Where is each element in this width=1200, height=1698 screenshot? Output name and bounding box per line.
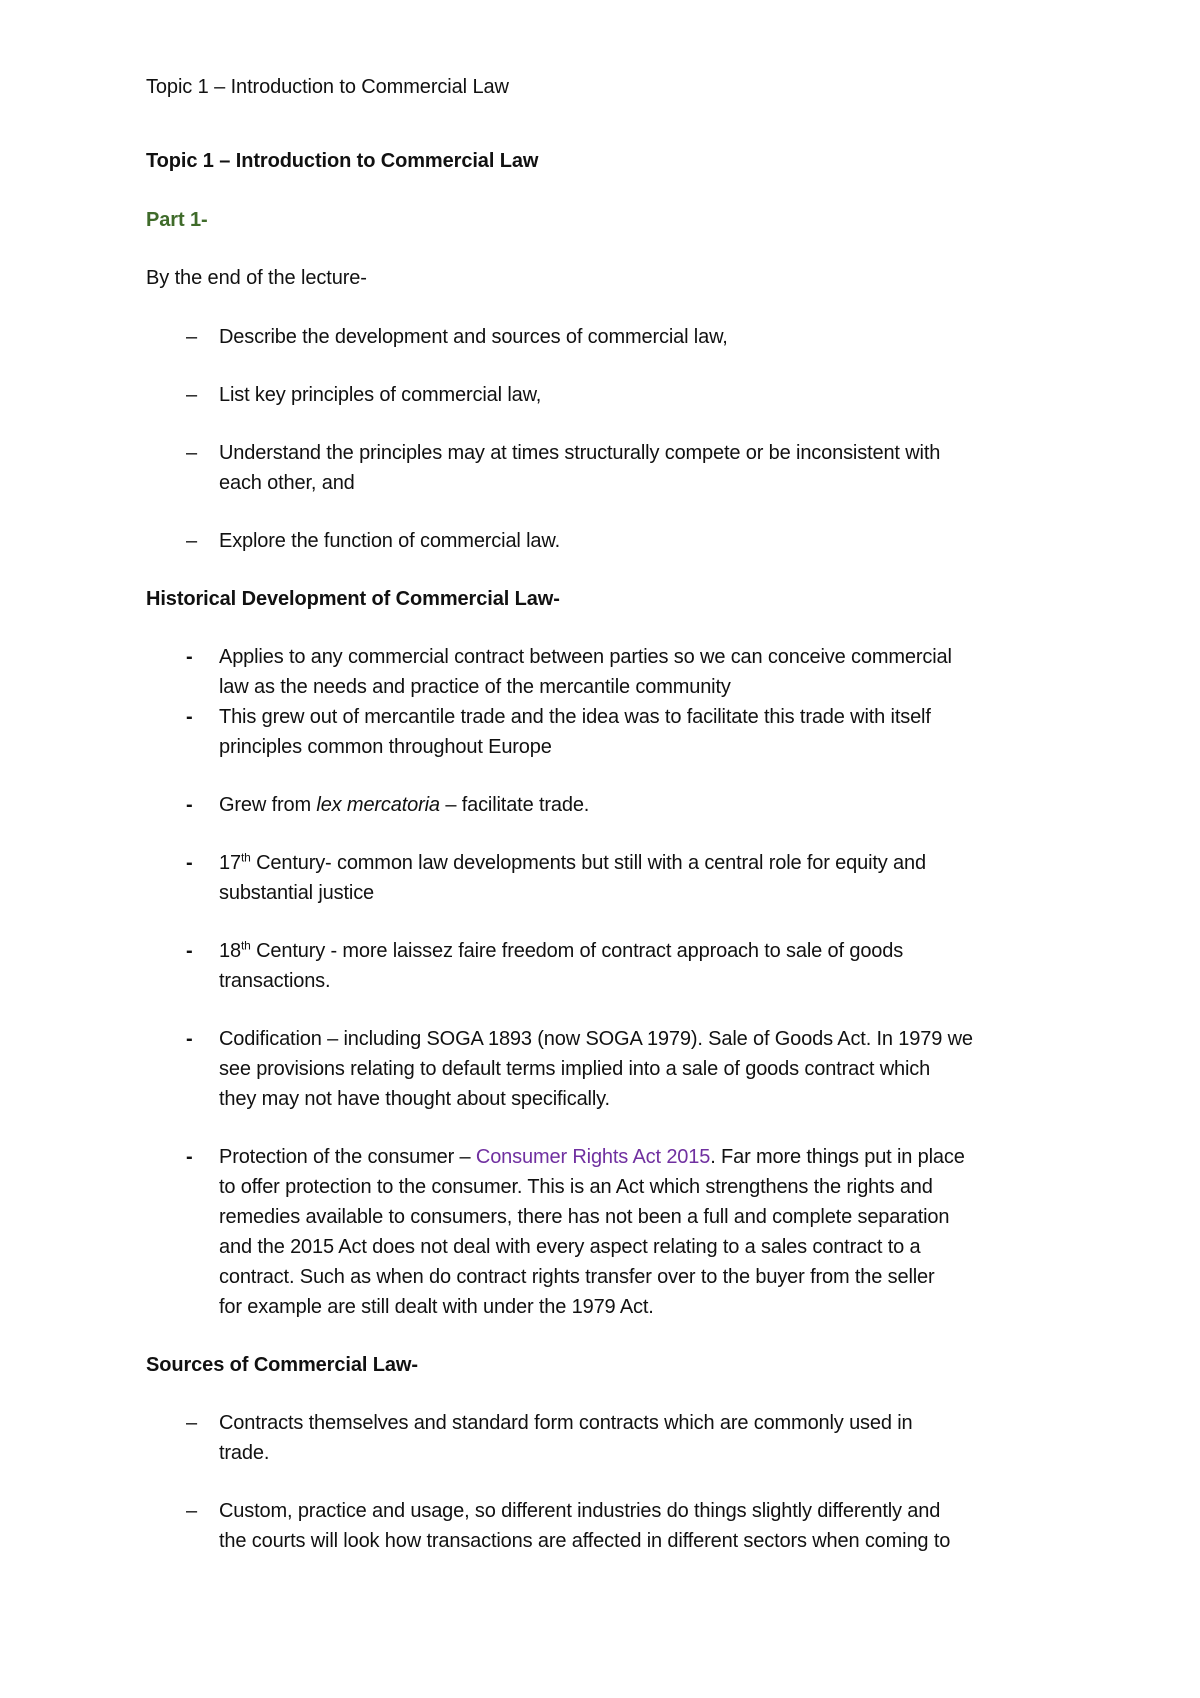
history-bullet-1: Applies to any commercial contract between parties so we can conceive commercial <box>219 646 952 668</box>
dash-marker: – <box>186 326 198 348</box>
history-bullet-7-continued: to offer protection to the consumer. This is an Act which strengthens the rights and <box>219 1176 933 1198</box>
history-bullet-3 <box>219 790 1099 820</box>
objective-item-continued: each other, and <box>219 472 355 494</box>
objective-item: Explore the function of commercial law. <box>219 530 560 552</box>
running-title: Topic 1 – Introduction to Commercial Law <box>146 76 509 98</box>
history-bullet-6-continued: they may not have thought about specifically. <box>219 1088 610 1110</box>
history-bullet-2-continued: principles common throughout Europe <box>219 736 552 758</box>
sources-item-1: Contracts themselves and standard form contracts which are commonly used in <box>219 1412 913 1434</box>
dash-marker: – <box>186 1412 198 1434</box>
bullet-marker: - <box>186 1146 193 1168</box>
sources-item-2: Custom, practice and usage, so different industries do things slightly differently and <box>219 1500 941 1522</box>
text-run: – facilitate trade. <box>439 794 590 816</box>
bullet-marker: - <box>186 794 193 816</box>
section-heading-sources: Sources of Commercial Law- <box>146 1354 418 1376</box>
history-bullet-7-continued: and the 2015 Act does not deal with every aspect relating to a sales contract to a <box>219 1236 921 1258</box>
dash-marker: – <box>186 442 198 464</box>
history-bullet-6-continued: see provisions relating to default terms implied into a sale of goods contract which <box>219 1058 931 1080</box>
history-bullet-7-continued: contract. Such as when do contract rights transfer over to the buyer from the seller <box>219 1266 935 1288</box>
dash-marker: – <box>186 530 198 552</box>
history-bullet-4-continued: substantial justice <box>219 882 375 904</box>
text-run: Protection of the consumer – <box>219 1146 476 1168</box>
history-bullet-7 <box>219 1142 1099 1172</box>
intro-text: By the end of the lecture- <box>146 267 367 289</box>
history-bullet-4 <box>219 848 1099 878</box>
bullet-marker: - <box>186 852 193 874</box>
part-heading: Part 1- <box>146 209 208 231</box>
dash-marker: – <box>186 384 198 406</box>
history-bullet-5-continued: transactions. <box>219 970 331 992</box>
objective-item: Describe the development and sources of commercial law, <box>219 326 728 348</box>
latin-term: lex mercatoria <box>316 794 440 816</box>
bullet-marker: - <box>186 1028 193 1050</box>
history-bullet-6: Codification – including SOGA 1893 (now SOGA 1979). Sale of Goods Act. In 1979 we <box>219 1028 973 1050</box>
bullet-marker: - <box>186 940 193 962</box>
history-bullet-7-continued: for example are still dealt with under the 1979 Act. <box>219 1296 654 1318</box>
century-number: 18 <box>219 940 241 962</box>
ordinal-suffix: th <box>240 938 251 953</box>
bullet-marker: - <box>186 706 193 728</box>
history-bullet-7-continued: remedies available to consumers, there has not been a full and complete separation <box>219 1206 950 1228</box>
document-title: Topic 1 – Introduction to Commercial Law <box>146 150 539 172</box>
ordinal-suffix: th <box>240 850 251 865</box>
history-bullet-1-continued: law as the needs and practice of the mercantile community <box>219 676 731 698</box>
objective-item: Understand the principles may at times structurally compete or be inconsistent with <box>219 442 941 464</box>
text-run: Century - more laissez faire freedom of contract approach to sale of goods <box>250 940 904 962</box>
sources-item-2-continued: the courts will look how transactions are affected in different sectors when coming to <box>219 1530 951 1552</box>
dash-marker: – <box>186 1500 198 1522</box>
text-run: Grew from <box>219 794 317 816</box>
bullet-marker: - <box>186 646 193 668</box>
act-reference: Consumer Rights Act 2015 <box>475 1146 711 1168</box>
text-run: . Far more things put in place <box>710 1146 965 1168</box>
history-bullet-5 <box>219 936 1099 966</box>
sources-item-1-continued: trade. <box>219 1442 270 1464</box>
history-bullet-2: This grew out of mercantile trade and the idea was to facilitate this trade with itself <box>219 706 931 728</box>
century-number: 17 <box>219 852 241 874</box>
section-heading-historical: Historical Development of Commercial Law- <box>146 588 560 610</box>
text-run: Century- common law developments but still with a central role for equity and <box>250 852 926 874</box>
objective-item: List key principles of commercial law, <box>219 384 542 406</box>
